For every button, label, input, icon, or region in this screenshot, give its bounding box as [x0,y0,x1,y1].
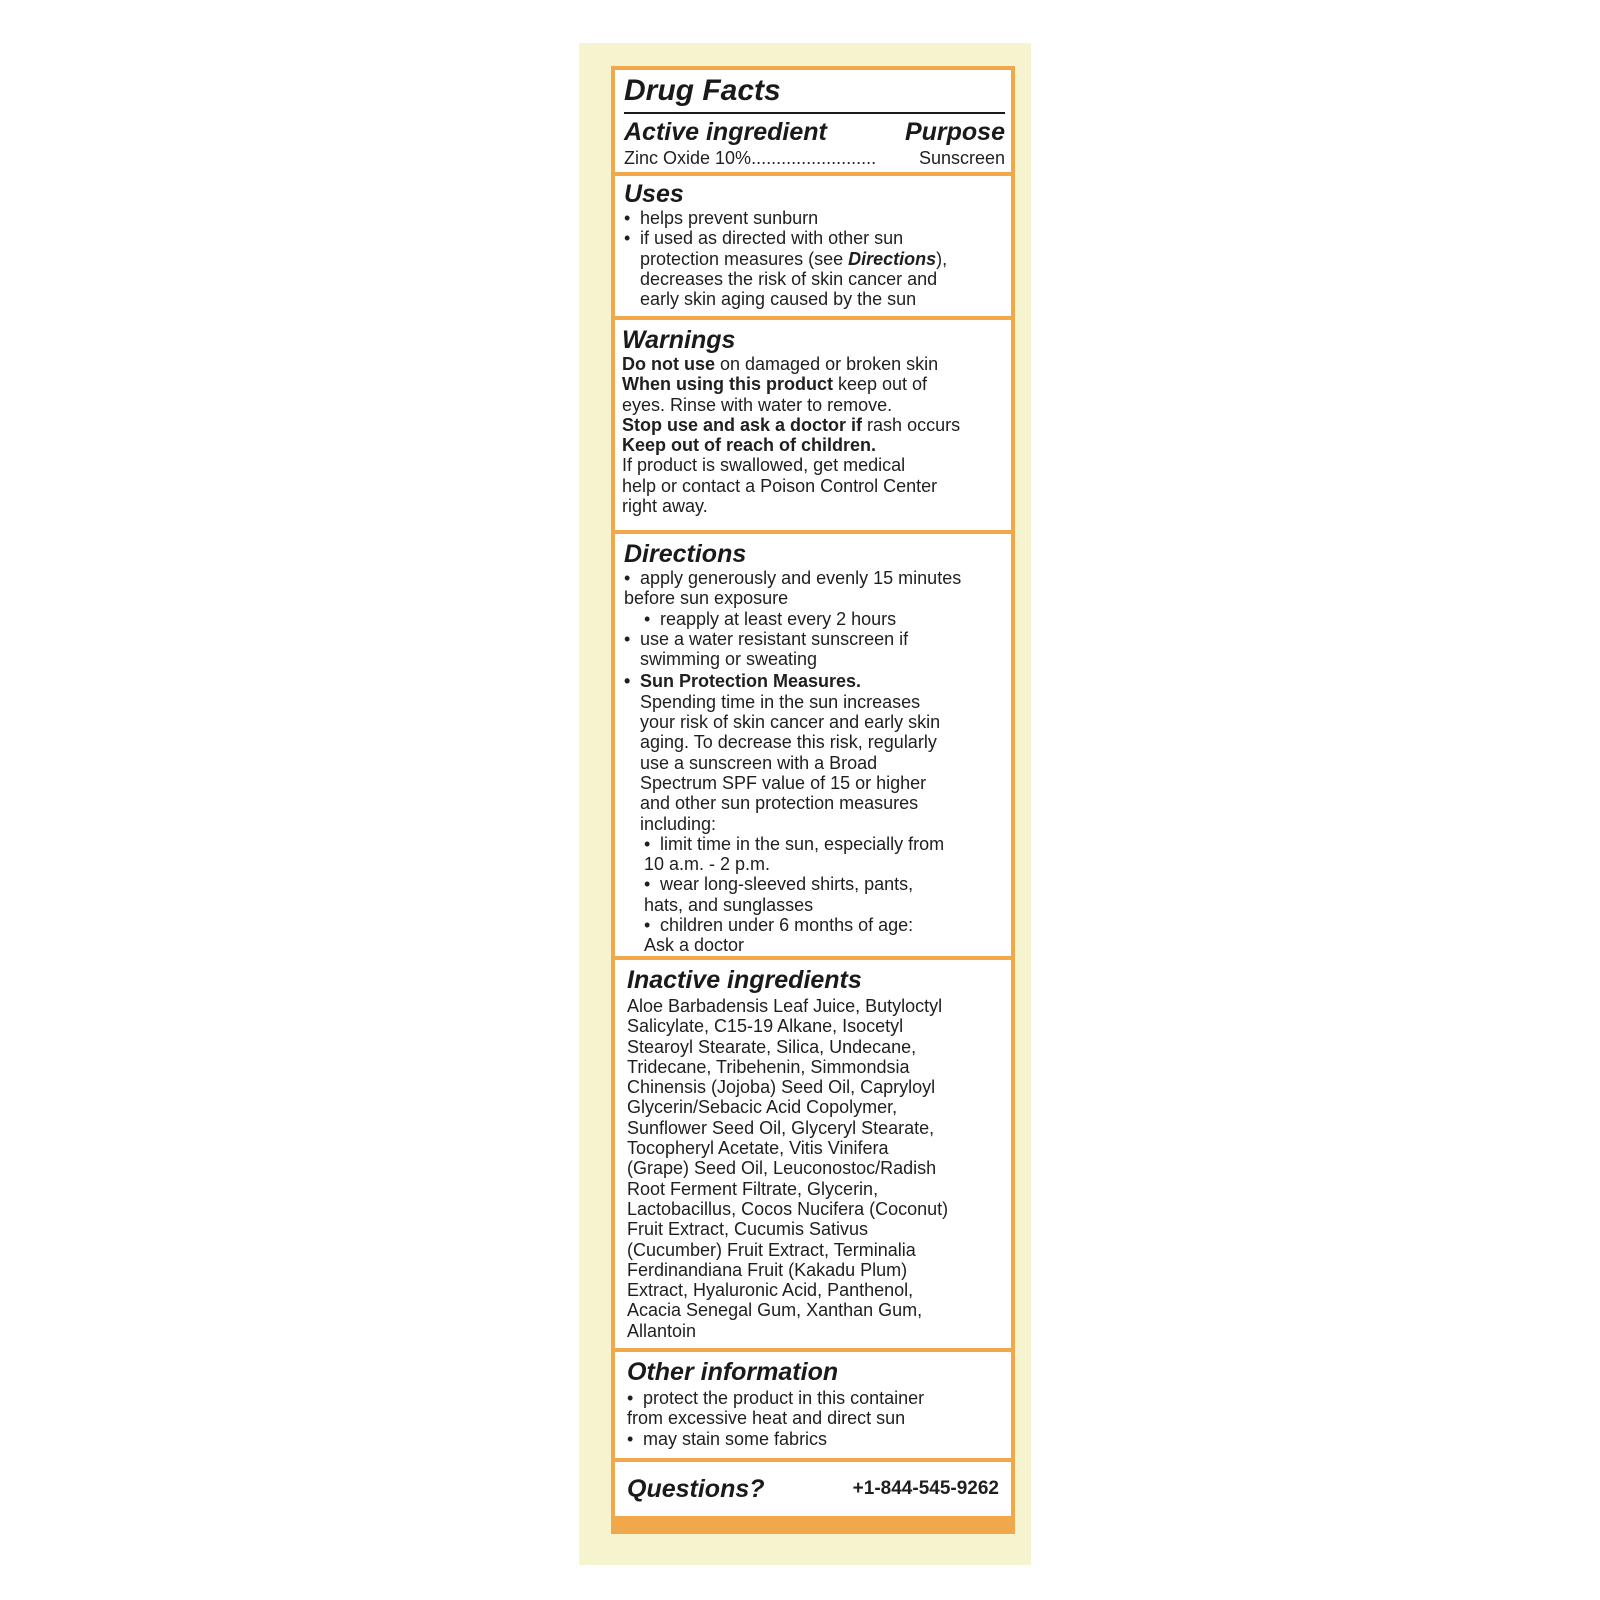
active-ingredient-heading: Active ingredient [624,118,827,146]
questions-phone: +1-844-545-9262 [852,1478,999,1499]
questions-section [615,1462,1011,1516]
purpose-heading: Purpose [904,118,1005,146]
warning-stop-use [622,415,1005,435]
uses-section [615,176,1011,316]
inactive-ingredients-line: (Cucumber) Fruit Extract, Terminalia [627,1239,916,1260]
warning-when-using [622,374,1005,394]
warning-swallowed: help or contact a Poison Control Center [622,475,938,496]
sun-protection-item-continuation: hats, and sunglasses [644,894,814,915]
warning-do-not-use [622,354,1005,374]
drug-facts-panel [611,66,1015,1534]
inactive-ingredients-heading: Inactive ingredients [627,966,862,994]
inactive-ingredients-line: Tocopheryl Acetate, Vitis Vinifera [627,1138,889,1159]
sun-protection-item [624,874,1005,894]
bullet: • [624,208,631,228]
uses-item-text: ), [936,248,948,269]
directions-item [624,568,1005,588]
directions-section [615,534,1011,956]
directions-item-continuation: swimming or sweating [640,649,818,670]
sun-protection-item-continuation: 10 a.m. - 2 p.m. [644,854,771,875]
bullet: • [644,915,651,936]
sun-protection-text: and other sun protection measures [640,793,919,814]
warning-text: rash occurs [862,414,961,435]
other-information-item [627,1388,1005,1408]
uses-item-continuation [624,249,1005,269]
uses-item [624,208,1005,228]
bullet: • [624,671,631,692]
sun-protection-text: your risk of skin cancer and early skin [640,712,941,733]
dot-leader: ......................... [751,148,877,168]
directions-item [624,609,1005,629]
bullet: • [644,833,651,854]
inactive-ingredients-line: Acacia Senegal Gum, Xanthan Gum, [627,1300,923,1321]
sun-protection-text: aging. To decrease this risk, regularly [640,732,937,753]
bullet: • [627,1388,634,1408]
warning-swallowed: If product is swallowed, get medical [622,455,906,476]
warnings-section [615,320,1011,530]
directions-item [624,629,1005,649]
drug-facts-title: Drug Facts [624,74,781,107]
directions-item-continuation: before sun exposure [624,588,789,609]
warning-label: When using this product [622,374,833,395]
bullet: • [624,228,631,249]
inactive-ingredients-line: Root Ferment Filtrate, Glycerin, [627,1178,879,1199]
uses-item-text: if used as directed with other sun [640,228,904,249]
warning-swallowed: right away. [622,496,708,517]
sun-protection-item-text: wear long-sleeved shirts, pants, [660,874,914,895]
inactive-ingredients-line: (Grape) Seed Oil, Leuconostoc/Radish [627,1158,937,1179]
inactive-ingredients-line: Extract, Hyaluronic Acid, Panthenol, [627,1280,914,1301]
other-information-item [627,1429,1005,1449]
questions-row [627,1462,999,1516]
uses-item [624,228,1005,248]
inactive-ingredients-line: Glycerin/Sebacic Acid Copolymer, [627,1097,898,1118]
sun-protection-item-text: limit time in the sun, especially from [660,833,945,854]
inactive-ingredients-line: Aloe Barbadensis Leaf Juice, Butyloctyl [627,996,943,1016]
inactive-ingredients-line: Allantoin [627,1320,697,1341]
warning-when-using-continued: eyes. Rinse with water to remove. [622,394,893,415]
uses-item-continuation: decreases the risk of skin cancer and [640,268,938,289]
directions-reference: Directions [848,248,937,269]
directions-heading: Directions [624,540,747,568]
bullet: • [624,568,631,588]
questions-label: Questions? [627,1475,765,1503]
sun-protection-item [624,915,1005,935]
uses-item-text: protection measures (see [640,248,849,269]
warnings-heading: Warnings [622,326,736,354]
inactive-ingredients-line: Tridecane, Tribehenin, Simmondsia [627,1056,910,1077]
bullet: • [644,608,651,629]
directions-item-text: use a water resistant sunscreen if [640,628,909,649]
inactive-ingredients-line: Salicylate, C15-19 Alkane, Isocetyl [627,1016,904,1037]
sun-protection-text: including: [640,813,717,834]
sun-protection-heading-row [624,671,1005,691]
inactive-ingredients-line: Fruit Extract, Cucumis Sativus [627,1219,869,1240]
sun-protection-item [624,834,1005,854]
warning-text: on damaged or broken skin [715,354,939,374]
bullet: • [627,1428,634,1449]
sun-protection-item-continuation: Ask a doctor [644,935,745,956]
warning-label: Do not use [622,354,715,374]
bullet: • [624,628,631,649]
active-ingredient-name: Zinc Oxide 10% [624,148,752,168]
sun-protection-item-text: children under 6 months of age: [660,915,914,936]
sun-protection-text: Spectrum SPF value of 15 or higher [640,772,927,793]
warning-text: keep out of [832,374,928,395]
directions-item-text: reapply at least every 2 hours [660,608,897,629]
bullet: • [644,874,651,895]
other-information-continuation: from excessive heat and direct sun [627,1408,906,1429]
active-ingredient-row [624,148,1005,168]
sun-protection-heading: Sun Protection Measures. [640,671,862,692]
active-ingredient-purpose: Sunscreen [918,148,1005,168]
warning-label: Stop use and ask a doctor if [622,414,863,435]
inactive-ingredients-line: Sunflower Seed Oil, Glyceryl Stearate, [627,1117,935,1138]
uses-item-text: helps prevent sunburn [640,208,819,228]
drug-facts-header-section [615,70,1011,172]
other-information-text: may stain some fabrics [643,1428,828,1449]
other-information-text: protect the product in this container [643,1388,925,1408]
inactive-ingredients-line: Lactobacillus, Cocos Nucifera (Coconut) [627,1198,949,1219]
inactive-ingredients-section [615,960,1011,1348]
other-information-section [615,1352,1011,1458]
active-heading-row [624,118,1005,146]
sun-protection-text: Spending time in the sun increases [640,691,921,712]
other-information-heading: Other information [627,1358,839,1386]
directions-item-text: apply generously and evenly 15 minutes [640,568,962,588]
inactive-ingredients-line: Stearoyl Stearate, Silica, Undecane, [627,1036,917,1057]
title-divider [624,112,1005,114]
uses-heading: Uses [624,180,684,208]
sun-protection-text: use a sunscreen with a Broad [640,752,878,773]
inactive-ingredients-line: Chinensis (Jojoba) Seed Oil, Capryloyl [627,1077,936,1098]
warning-keep-out: Keep out of reach of children. [622,435,877,456]
uses-item-continuation: early skin aging caused by the sun [640,289,917,310]
inactive-ingredients-line: Ferdinandiana Fruit (Kakadu Plum) [627,1259,908,1280]
